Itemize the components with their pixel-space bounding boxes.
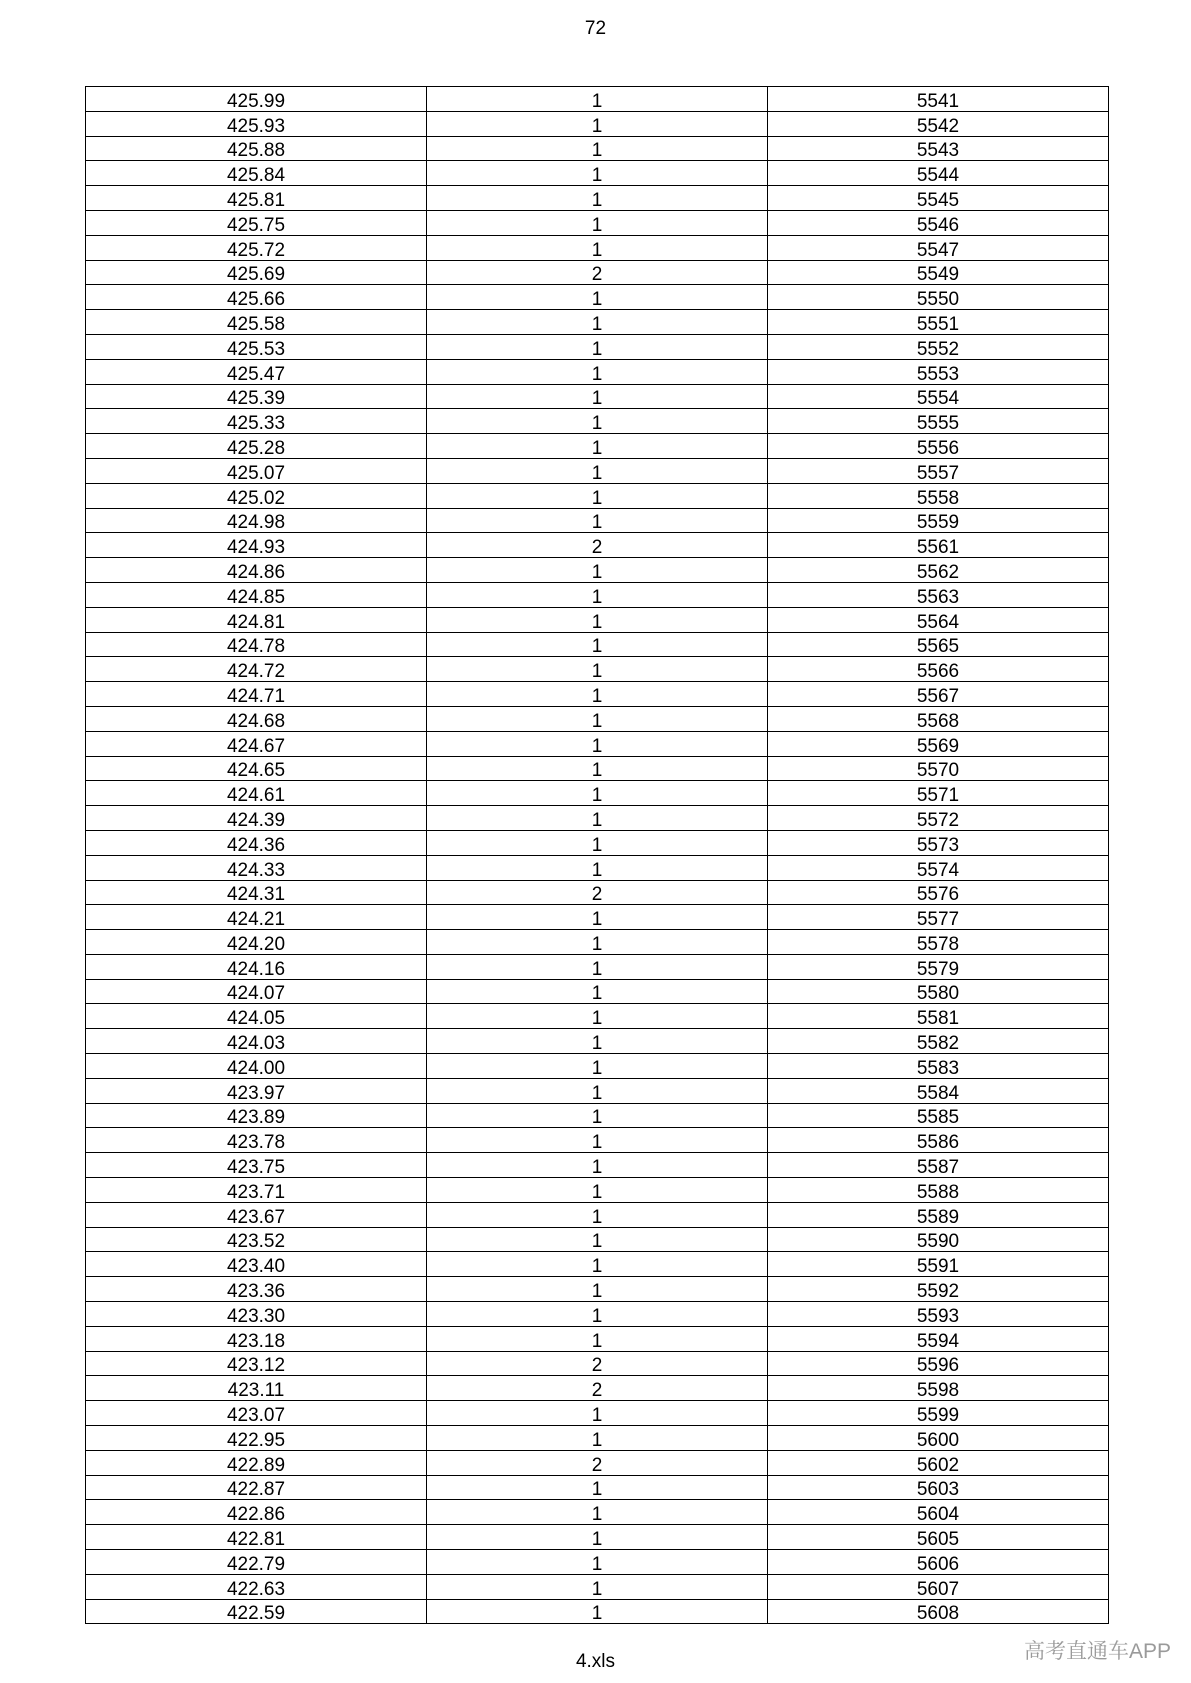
rank-cell: 5549 (768, 260, 1109, 285)
count-cell: 1 (427, 1599, 768, 1624)
count-cell: 1 (427, 310, 768, 335)
score-cell: 425.66 (86, 285, 427, 310)
score-cell: 425.53 (86, 334, 427, 359)
count-cell: 1 (427, 1475, 768, 1500)
rank-cell: 5546 (768, 210, 1109, 235)
table-row (86, 1277, 1109, 1302)
score-cell: 424.65 (86, 756, 427, 781)
score-cell: 424.07 (86, 979, 427, 1004)
score-cell: 425.72 (86, 235, 427, 260)
rank-cell: 5574 (768, 855, 1109, 880)
table-row (86, 979, 1109, 1004)
score-cell: 424.98 (86, 508, 427, 533)
count-cell: 1 (427, 954, 768, 979)
rank-cell: 5572 (768, 806, 1109, 831)
rank-cell: 5588 (768, 1178, 1109, 1203)
rank-cell: 5580 (768, 979, 1109, 1004)
score-cell: 424.71 (86, 682, 427, 707)
count-cell: 1 (427, 1078, 768, 1103)
rank-cell: 5584 (768, 1078, 1109, 1103)
count-cell: 2 (427, 533, 768, 558)
count-cell: 1 (427, 1004, 768, 1029)
footer-filename: 4.xls (575, 1651, 616, 1672)
table-row (86, 756, 1109, 781)
table-row (86, 806, 1109, 831)
count-cell: 1 (427, 1277, 768, 1302)
table-row (86, 235, 1109, 260)
table-row (86, 136, 1109, 161)
rank-cell: 5558 (768, 483, 1109, 508)
table-row (86, 508, 1109, 533)
score-cell: 425.39 (86, 384, 427, 409)
rank-cell: 5552 (768, 334, 1109, 359)
count-cell: 1 (427, 855, 768, 880)
table-row (86, 186, 1109, 211)
table-row (86, 781, 1109, 806)
table-row (86, 285, 1109, 310)
score-cell: 422.86 (86, 1500, 427, 1525)
count-cell: 1 (427, 186, 768, 211)
count-cell: 1 (427, 1525, 768, 1550)
rank-cell: 5561 (768, 533, 1109, 558)
score-cell: 424.21 (86, 905, 427, 930)
table-row (86, 1574, 1109, 1599)
score-cell: 424.61 (86, 781, 427, 806)
rank-cell: 5598 (768, 1376, 1109, 1401)
count-cell: 1 (427, 806, 768, 831)
count-cell: 2 (427, 1376, 768, 1401)
score-cell: 424.20 (86, 930, 427, 955)
score-cell: 422.79 (86, 1550, 427, 1575)
table-row (86, 409, 1109, 434)
score-cell: 424.03 (86, 1029, 427, 1054)
count-cell: 1 (427, 1574, 768, 1599)
rank-cell: 5578 (768, 930, 1109, 955)
table-row (86, 1128, 1109, 1153)
table-row (86, 1550, 1109, 1575)
score-cell: 425.33 (86, 409, 427, 434)
score-cell: 425.07 (86, 458, 427, 483)
rank-cell: 5547 (768, 235, 1109, 260)
table-row (86, 1475, 1109, 1500)
table-row (86, 632, 1109, 657)
table-row (86, 657, 1109, 682)
score-cell: 423.52 (86, 1227, 427, 1252)
rank-cell: 5605 (768, 1525, 1109, 1550)
table-row (86, 533, 1109, 558)
score-cell: 424.81 (86, 607, 427, 632)
rank-cell: 5589 (768, 1202, 1109, 1227)
table-row (86, 905, 1109, 930)
table-row (86, 1525, 1109, 1550)
table-row (86, 1004, 1109, 1029)
count-cell: 1 (427, 1178, 768, 1203)
rank-cell: 5565 (768, 632, 1109, 657)
count-cell: 2 (427, 880, 768, 905)
count-cell: 1 (427, 1103, 768, 1128)
score-cell: 422.59 (86, 1599, 427, 1624)
rank-cell: 5564 (768, 607, 1109, 632)
score-table (85, 86, 1109, 1624)
table-row (86, 1054, 1109, 1079)
score-cell: 423.75 (86, 1153, 427, 1178)
score-cell: 425.93 (86, 111, 427, 136)
score-cell: 425.58 (86, 310, 427, 335)
count-cell: 1 (427, 1202, 768, 1227)
score-cell: 425.69 (86, 260, 427, 285)
score-cell: 423.89 (86, 1103, 427, 1128)
score-cell: 424.00 (86, 1054, 427, 1079)
rank-cell: 5541 (768, 87, 1109, 112)
rank-cell: 5586 (768, 1128, 1109, 1153)
count-cell: 2 (427, 1351, 768, 1376)
table-row (86, 954, 1109, 979)
score-cell: 423.11 (86, 1376, 427, 1401)
score-cell: 425.47 (86, 359, 427, 384)
table-row (86, 706, 1109, 731)
rank-cell: 5600 (768, 1426, 1109, 1451)
count-cell: 2 (427, 260, 768, 285)
table-row (86, 1326, 1109, 1351)
watermark-text: 高考直通车APP (1023, 1640, 1171, 1663)
rank-cell: 5596 (768, 1351, 1109, 1376)
count-cell: 1 (427, 930, 768, 955)
rank-cell: 5551 (768, 310, 1109, 335)
count-cell: 1 (427, 1426, 768, 1451)
count-cell: 1 (427, 210, 768, 235)
score-cell: 423.36 (86, 1277, 427, 1302)
table-row (86, 161, 1109, 186)
count-cell: 1 (427, 1550, 768, 1575)
score-cell: 423.30 (86, 1302, 427, 1327)
table-row (86, 1599, 1109, 1624)
count-cell: 1 (427, 1326, 768, 1351)
score-cell: 423.07 (86, 1401, 427, 1426)
table-row (86, 87, 1109, 112)
rank-cell: 5608 (768, 1599, 1109, 1624)
score-cell: 425.99 (86, 87, 427, 112)
table-row (86, 334, 1109, 359)
rank-cell: 5544 (768, 161, 1109, 186)
score-cell: 423.40 (86, 1252, 427, 1277)
rank-cell: 5562 (768, 558, 1109, 583)
score-cell: 424.16 (86, 954, 427, 979)
score-cell: 423.12 (86, 1351, 427, 1376)
count-cell: 1 (427, 285, 768, 310)
count-cell: 1 (427, 458, 768, 483)
rank-cell: 5553 (768, 359, 1109, 384)
page-number: 72 (584, 18, 607, 39)
score-cell: 425.28 (86, 434, 427, 459)
table-row (86, 1351, 1109, 1376)
count-cell: 1 (427, 1401, 768, 1426)
count-cell: 1 (427, 830, 768, 855)
count-cell: 1 (427, 706, 768, 731)
table-row (86, 1450, 1109, 1475)
count-cell: 1 (427, 1252, 768, 1277)
count-cell: 1 (427, 682, 768, 707)
rank-cell: 5587 (768, 1153, 1109, 1178)
count-cell: 1 (427, 1054, 768, 1079)
score-cell: 423.97 (86, 1078, 427, 1103)
score-cell: 424.33 (86, 855, 427, 880)
rank-cell: 5579 (768, 954, 1109, 979)
rank-cell: 5576 (768, 880, 1109, 905)
rank-cell: 5567 (768, 682, 1109, 707)
count-cell: 1 (427, 558, 768, 583)
rank-cell: 5593 (768, 1302, 1109, 1327)
table-row (86, 1376, 1109, 1401)
rank-cell: 5569 (768, 731, 1109, 756)
count-cell: 1 (427, 1227, 768, 1252)
table-row (86, 359, 1109, 384)
count-cell: 1 (427, 1500, 768, 1525)
table-row (86, 434, 1109, 459)
rank-cell: 5571 (768, 781, 1109, 806)
rank-cell: 5604 (768, 1500, 1109, 1525)
rank-cell: 5550 (768, 285, 1109, 310)
table-row (86, 731, 1109, 756)
rank-cell: 5583 (768, 1054, 1109, 1079)
count-cell: 1 (427, 111, 768, 136)
score-cell: 424.36 (86, 830, 427, 855)
score-cell: 425.02 (86, 483, 427, 508)
score-cell: 424.39 (86, 806, 427, 831)
rank-cell: 5602 (768, 1450, 1109, 1475)
score-cell: 424.05 (86, 1004, 427, 1029)
rank-cell: 5591 (768, 1252, 1109, 1277)
count-cell: 1 (427, 607, 768, 632)
table-row (86, 458, 1109, 483)
score-cell: 422.95 (86, 1426, 427, 1451)
rank-cell: 5566 (768, 657, 1109, 682)
score-cell: 424.67 (86, 731, 427, 756)
table-row (86, 607, 1109, 632)
table-row (86, 1202, 1109, 1227)
count-cell: 1 (427, 731, 768, 756)
count-cell: 1 (427, 1302, 768, 1327)
score-table-body (86, 87, 1109, 1624)
score-cell: 423.78 (86, 1128, 427, 1153)
score-cell: 424.86 (86, 558, 427, 583)
table-row (86, 1153, 1109, 1178)
score-cell: 425.84 (86, 161, 427, 186)
table-row (86, 930, 1109, 955)
score-cell: 425.88 (86, 136, 427, 161)
score-cell: 424.85 (86, 582, 427, 607)
count-cell: 2 (427, 1450, 768, 1475)
score-cell: 425.81 (86, 186, 427, 211)
table-row (86, 855, 1109, 880)
count-cell: 1 (427, 1153, 768, 1178)
rank-cell: 5603 (768, 1475, 1109, 1500)
table-row (86, 1252, 1109, 1277)
count-cell: 1 (427, 483, 768, 508)
rank-cell: 5581 (768, 1004, 1109, 1029)
rank-cell: 5542 (768, 111, 1109, 136)
count-cell: 1 (427, 508, 768, 533)
count-cell: 1 (427, 1029, 768, 1054)
rank-cell: 5559 (768, 508, 1109, 533)
count-cell: 1 (427, 1128, 768, 1153)
rank-cell: 5555 (768, 409, 1109, 434)
rank-cell: 5556 (768, 434, 1109, 459)
rank-cell: 5590 (768, 1227, 1109, 1252)
table-row (86, 483, 1109, 508)
score-cell: 422.63 (86, 1574, 427, 1599)
score-cell: 423.71 (86, 1178, 427, 1203)
count-cell: 1 (427, 582, 768, 607)
table-row (86, 1178, 1109, 1203)
score-cell: 422.87 (86, 1475, 427, 1500)
table-row (86, 1078, 1109, 1103)
count-cell: 1 (427, 905, 768, 930)
count-cell: 1 (427, 235, 768, 260)
rank-cell: 5585 (768, 1103, 1109, 1128)
table-row (86, 1227, 1109, 1252)
score-cell: 422.81 (86, 1525, 427, 1550)
score-cell: 423.18 (86, 1326, 427, 1351)
count-cell: 1 (427, 632, 768, 657)
table-row (86, 880, 1109, 905)
rank-cell: 5568 (768, 706, 1109, 731)
count-cell: 1 (427, 979, 768, 1004)
table-row (86, 260, 1109, 285)
score-cell: 424.31 (86, 880, 427, 905)
table-row (86, 1500, 1109, 1525)
table-row (86, 830, 1109, 855)
score-cell: 424.93 (86, 533, 427, 558)
score-cell: 425.75 (86, 210, 427, 235)
table-row (86, 682, 1109, 707)
score-cell: 424.68 (86, 706, 427, 731)
count-cell: 1 (427, 781, 768, 806)
count-cell: 1 (427, 657, 768, 682)
score-cell: 423.67 (86, 1202, 427, 1227)
score-cell: 422.89 (86, 1450, 427, 1475)
rank-cell: 5607 (768, 1574, 1109, 1599)
rank-cell: 5594 (768, 1326, 1109, 1351)
rank-cell: 5563 (768, 582, 1109, 607)
table-row (86, 1426, 1109, 1451)
table-row (86, 384, 1109, 409)
count-cell: 1 (427, 384, 768, 409)
rank-cell: 5554 (768, 384, 1109, 409)
count-cell: 1 (427, 409, 768, 434)
table-row (86, 310, 1109, 335)
count-cell: 1 (427, 87, 768, 112)
count-cell: 1 (427, 434, 768, 459)
table-row (86, 1302, 1109, 1327)
score-cell: 424.78 (86, 632, 427, 657)
count-cell: 1 (427, 756, 768, 781)
count-cell: 1 (427, 161, 768, 186)
rank-cell: 5592 (768, 1277, 1109, 1302)
rank-cell: 5557 (768, 458, 1109, 483)
table-row (86, 1029, 1109, 1054)
count-cell: 1 (427, 334, 768, 359)
rank-cell: 5573 (768, 830, 1109, 855)
count-cell: 1 (427, 359, 768, 384)
rank-cell: 5577 (768, 905, 1109, 930)
table-row (86, 582, 1109, 607)
rank-cell: 5606 (768, 1550, 1109, 1575)
table-row (86, 210, 1109, 235)
table-row (86, 558, 1109, 583)
count-cell: 1 (427, 136, 768, 161)
rank-cell: 5582 (768, 1029, 1109, 1054)
rank-cell: 5545 (768, 186, 1109, 211)
rank-cell: 5570 (768, 756, 1109, 781)
table-row (86, 1401, 1109, 1426)
table-row (86, 1103, 1109, 1128)
score-cell: 424.72 (86, 657, 427, 682)
rank-cell: 5599 (768, 1401, 1109, 1426)
rank-cell: 5543 (768, 136, 1109, 161)
table-row (86, 111, 1109, 136)
